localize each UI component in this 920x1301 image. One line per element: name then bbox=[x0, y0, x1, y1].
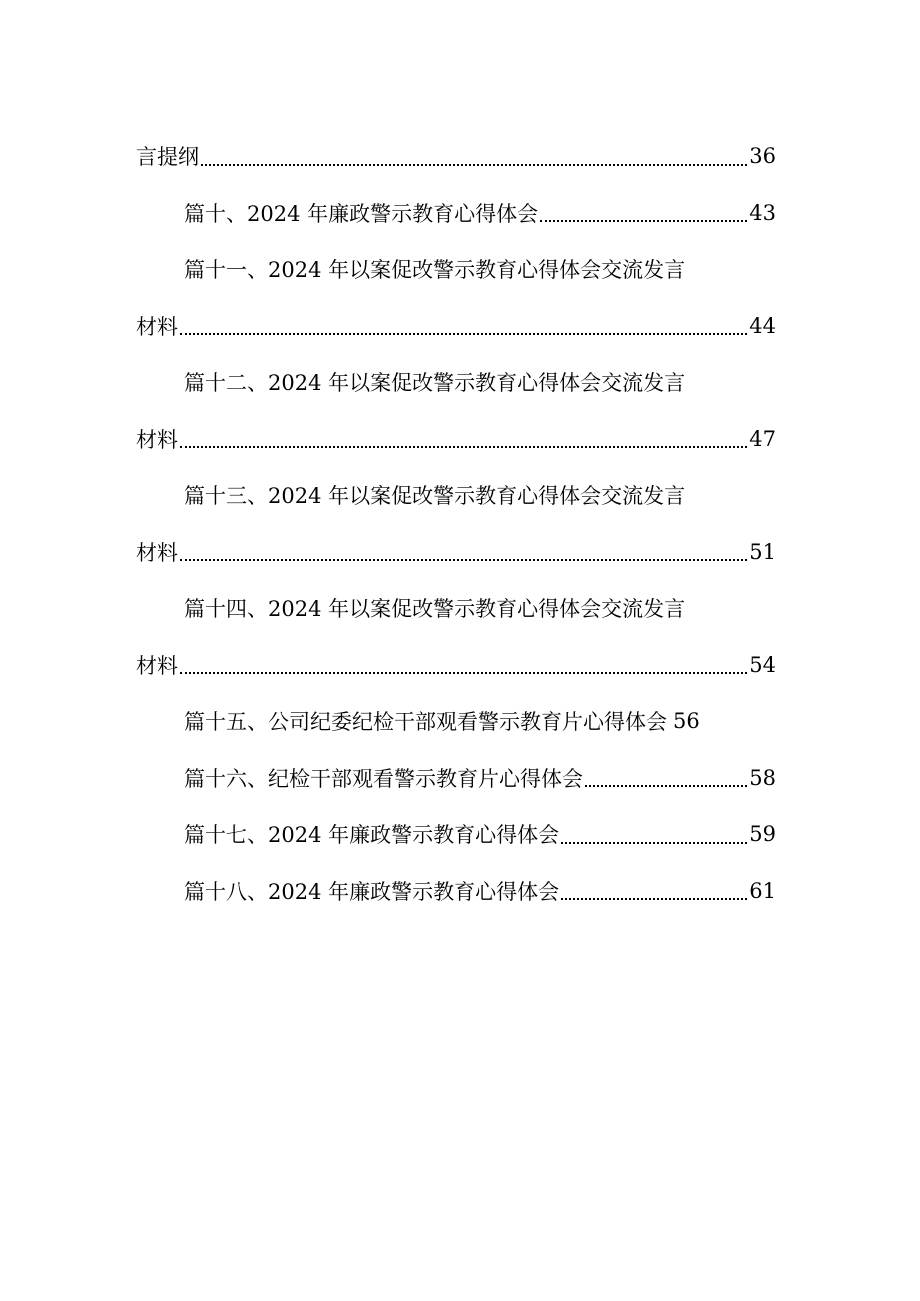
toc-entry[interactable] bbox=[136, 241, 776, 298]
toc-entry[interactable] bbox=[136, 411, 776, 468]
toc-entry-page: 36 bbox=[749, 144, 776, 169]
toc-entry-page: 59 bbox=[749, 822, 776, 847]
table-of-contents bbox=[136, 128, 776, 919]
toc-entry-title: 材料 bbox=[136, 540, 178, 565]
toc-entry-title: 篇十七、2024 年廉政警示教育心得体会 bbox=[184, 823, 560, 848]
toc-leader-dots bbox=[561, 877, 747, 900]
toc-entry[interactable] bbox=[136, 354, 776, 411]
toc-entry-title: 篇十八、2024 年廉政警示教育心得体会 bbox=[184, 879, 560, 904]
toc-entry-title: 篇十五、公司纪委纪检干部观看警示教育片心得体会 bbox=[184, 710, 667, 735]
toc-entry-page: 47 bbox=[749, 426, 776, 451]
toc-entry[interactable] bbox=[136, 637, 776, 694]
toc-entry-page: 44 bbox=[749, 313, 776, 338]
toc-entry-title: 言提纲 bbox=[136, 145, 199, 170]
toc-leader-dots bbox=[540, 199, 747, 222]
toc-entry-title: 篇十二、2024 年以案促改警示教育心得体会交流发言 bbox=[184, 371, 686, 396]
toc-entry-title: 材料 bbox=[136, 314, 178, 339]
toc-entry-title: 篇十四、2024 年以案促改警示教育心得体会交流发言 bbox=[184, 597, 686, 622]
toc-entry-page: 54 bbox=[749, 652, 776, 677]
toc-entry-title: 材料 bbox=[136, 427, 178, 452]
toc-entry[interactable] bbox=[136, 580, 776, 637]
toc-entry[interactable] bbox=[136, 298, 776, 355]
toc-leader-dots bbox=[180, 651, 747, 674]
toc-entry[interactable] bbox=[136, 806, 776, 863]
toc-entry-page: 51 bbox=[749, 539, 776, 564]
toc-entry-page: 58 bbox=[749, 765, 776, 790]
toc-entry[interactable] bbox=[136, 185, 776, 242]
toc-leader-dots bbox=[561, 821, 747, 844]
toc-leader-dots bbox=[180, 312, 747, 335]
toc-entry-page: 43 bbox=[749, 200, 776, 225]
toc-entry-title: 篇十六、纪检干部观看警示教育片心得体会 bbox=[184, 766, 583, 791]
toc-entry[interactable] bbox=[136, 524, 776, 581]
toc-entry[interactable] bbox=[136, 693, 776, 750]
toc-entry-page: 56 bbox=[673, 709, 700, 734]
toc-leader-dots bbox=[180, 538, 747, 561]
toc-entry-page: 61 bbox=[749, 878, 776, 903]
toc-entry-title: 篇十三、2024 年以案促改警示教育心得体会交流发言 bbox=[184, 484, 686, 509]
toc-entry[interactable] bbox=[136, 128, 776, 185]
toc-entry-title: 材料 bbox=[136, 653, 178, 678]
toc-leader-dots bbox=[180, 425, 747, 448]
toc-entry[interactable] bbox=[136, 750, 776, 807]
toc-leader-dots bbox=[201, 143, 747, 166]
toc-leader-dots bbox=[585, 764, 747, 787]
toc-entry-title: 篇十、2024 年廉政警示教育心得体会 bbox=[184, 201, 539, 226]
toc-entry-title: 篇十一、2024 年以案促改警示教育心得体会交流发言 bbox=[184, 258, 686, 283]
toc-entry[interactable] bbox=[136, 467, 776, 524]
toc-entry[interactable] bbox=[136, 863, 776, 920]
